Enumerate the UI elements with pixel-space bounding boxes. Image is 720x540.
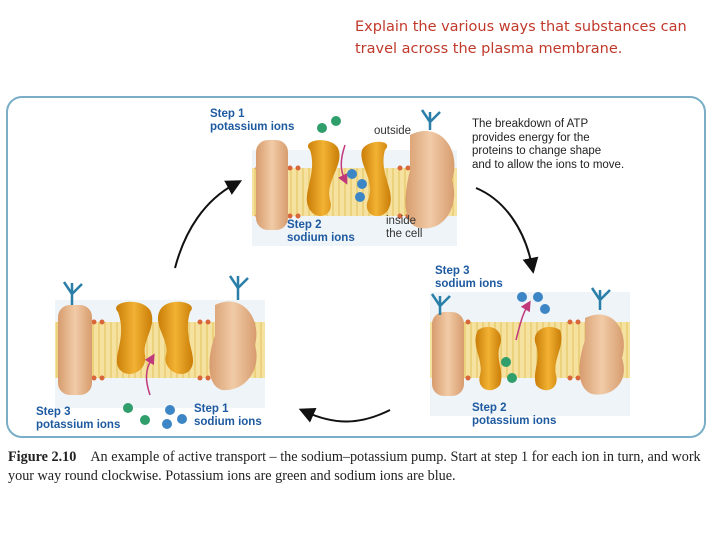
sodium-ion xyxy=(347,169,357,179)
inside-cell-label: inside the cell xyxy=(386,215,423,240)
potassium-ion xyxy=(317,123,327,133)
top-step1-label: Step 1 potassium ions xyxy=(210,108,295,133)
sodium-ion xyxy=(357,179,367,189)
figure-number: Figure 2.10 xyxy=(8,449,77,465)
outside-label: outside xyxy=(374,125,412,137)
prompt-line-1: Explain the various ways that substances can xyxy=(355,19,687,35)
potassium-ion xyxy=(331,116,341,126)
figure-caption xyxy=(8,448,713,486)
right-step3-label: Step 3 sodium ions xyxy=(435,265,503,290)
sodium-ion xyxy=(355,192,365,202)
cycle-arrow-top-to-right xyxy=(476,188,532,266)
atp-note: The breakdown of ATP provides energy for the proteins to change shape and to allow the ions to move. xyxy=(472,118,625,171)
left-step3-label: Step 3 potassium ions xyxy=(36,406,121,431)
top-step2-label: Step 2 sodium ions xyxy=(287,219,355,244)
right-step2-label: Step 2 potassium ions xyxy=(472,402,557,427)
cycle-arrow-left-to-top xyxy=(175,184,235,268)
prompt-line-2: travel across the plasma membrane. xyxy=(355,41,623,57)
cycle-arrow-right-to-left xyxy=(306,410,390,422)
left-step1-label: Step 1 sodium ions xyxy=(194,403,262,428)
right-membrane-panel xyxy=(430,288,630,416)
caption-text: An example of active transport – the sodium–potassium pump. Start at step 1 for each ion in turn, and work your way round clockwise. Potassium ions are green and sodium ions are blue. xyxy=(8,449,701,484)
channel-protein-right xyxy=(406,131,455,228)
glycoprotein-chain xyxy=(422,110,440,130)
channel-protein-left xyxy=(256,140,288,230)
